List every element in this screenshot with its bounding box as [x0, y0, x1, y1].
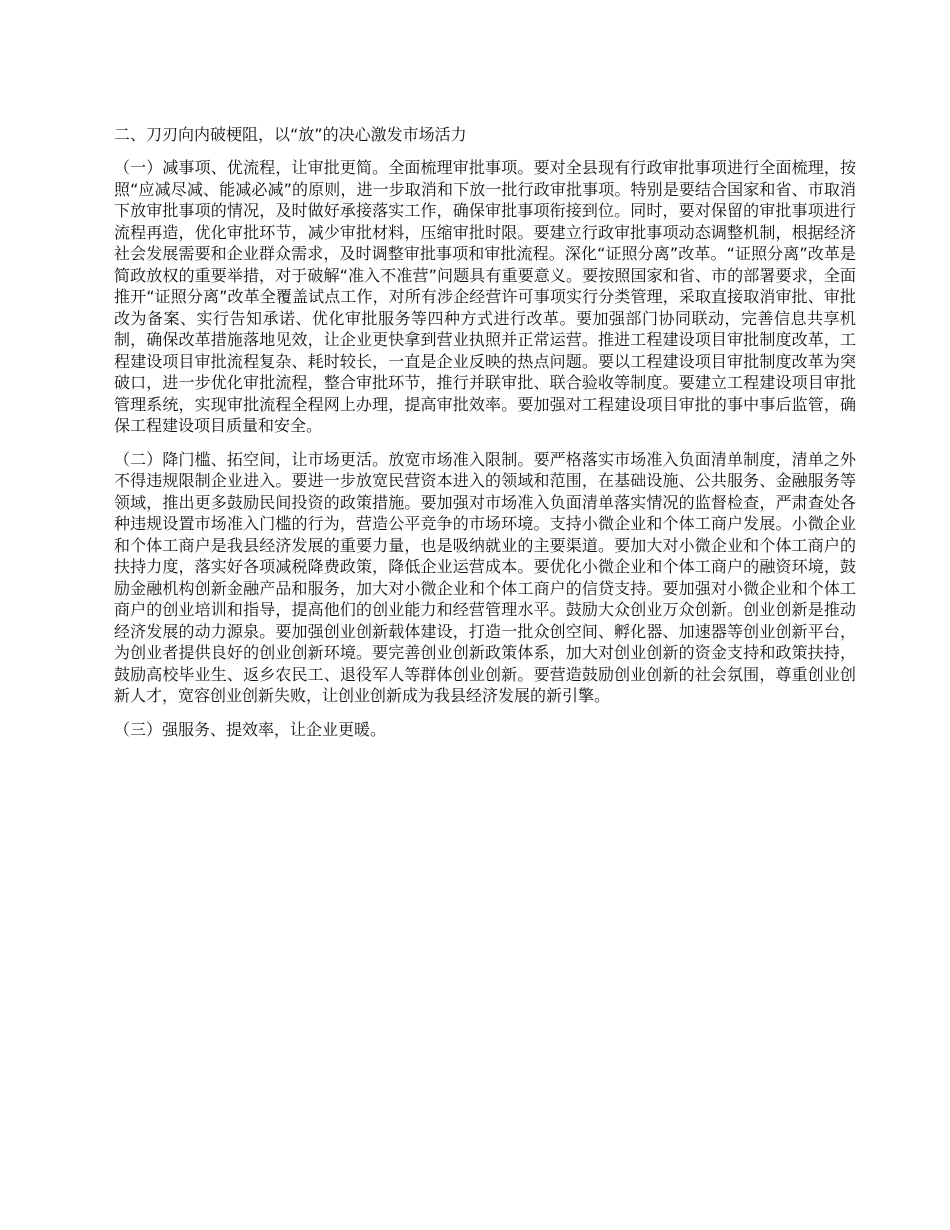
paragraph-lower-threshold: （二）降门槛、拓空间，让市场更活。放宽市场准入限制。要严格落实市场准入负面清单制度，清单之外不得违规限制企业进入。要进一步放宽民营资本进入的领域和范围，在基础设施、公共服务、金融服务等领域，推出更多鼓励民间投资的政策措施。要加强对市场准入负面清单落实情况的监督检查，严肃查处各种违规设置市场准入门槛的行为，营造公平竞争的市场环境。支持小微企业和个体工商户发展。小微企业和个体工商户是我县经济发展的重要力量，也是吸纳就业的主要渠道。要加大对小微企业和个体工商户的扶持力度，落实好各项减税降费政策，降低企业运营成本。要优化小微企业和个体工商户的融资环境，鼓励金融机构创新金融产品和服务，加大对小微企业和个体工商户的信贷支持。要加强对小微企业和个体工商户的创业培训和指导，提高他们的创业能力和经营管理水平。鼓励大众创业万众创新。创业创新是推动经济发展的动力源泉。要加强创业创新载体建设，打造一批众创空间、孵化器、加速器等创业创新平台，为创业者提供良好的创业创新环境。要完善创业创新政策体系，加大对创业创新的资金支持和政策扶持，鼓励高校毕业生、返乡农民工、退役军人等群体创业创新。要营造鼓励创业创新的社会氛围，尊重创业创新人才，宽容创业创新失败，让创业创新成为我县经济发展的新引擎。	[114, 449, 856, 705]
document-body	[114, 124, 856, 752]
paragraph-simplify-approval: （一）减事项、优流程，让审批更简。全面梳理审批事项。要对全县现有行政审批事项进行全面梳理，按照“应减尽减、能减必减”的原则，进一步取消和下放一批行政审批事项。特别是要结合国家和省、市取消下放审批事项的情况，及时做好承接落实工作，确保审批事项衔接到位。同时，要对保留的审批事项进行流程再造，优化审批环节，减少审批材料，压缩审批时限。要建立行政审批事项动态调整机制，根据经济社会发展需要和企业群众需求，及时调整审批事项和审批流程。深化“证照分离”改革。“证照分离”改革是简政放权的重要举措，对于破解“准入不准营”问题具有重要意义。要按照国家和省、市的部署要求，全面推开“证照分离”改革全覆盖试点工作，对所有涉企经营许可事项实行分类管理，采取直接取消审批、审批改为备案、实行告知承诺、优化审批服务等四种方式进行改革。要加强部门协同联动，完善信息共享机制，确保改革措施落地见效，让企业更快拿到营业执照并正常运营。推进工程建设项目审批制度改革，工程建设项目审批流程复杂、耗时较长，一直是企业反映的热点问题。要以工程建设项目审批制度改革为突破口，进一步优化审批流程，整合审批环节，推行并联审批、联合验收等制度。要建立工程建设项目审批管理系统，实现审批流程全程网上办理，提高审批效率。要加强对工程建设项目审批的事中事后监管，确保工程建设项目质量和安全。	[114, 158, 856, 435]
paragraph-strengthen-service: （三）强服务、提效率，让企业更暖。	[114, 719, 387, 739]
section-heading: 二、刀刃向内破梗阻，以“放”的决心激发市场活力	[114, 125, 467, 144]
